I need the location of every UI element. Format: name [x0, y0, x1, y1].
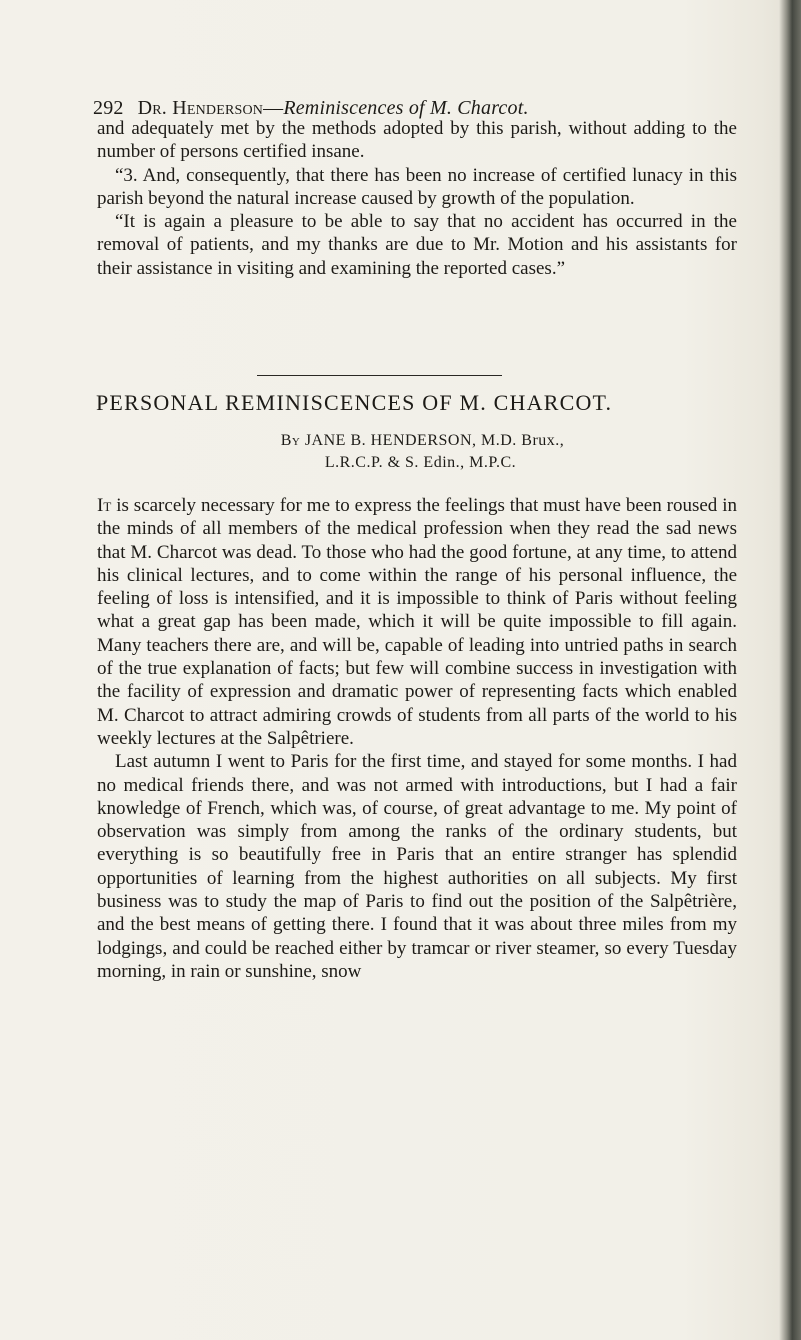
- page-number: 292: [93, 97, 124, 119]
- page-edge-shadow: [779, 0, 801, 1340]
- author-credentials: L.R.C.P. & S. Edin., M.P.C.: [324, 454, 517, 471]
- byline: [22, 432, 801, 450]
- paragraph: [97, 494, 737, 750]
- article-body: [97, 494, 737, 983]
- header-author: Dr. Henderson: [137, 97, 264, 119]
- article-title: PERSONAL REMINISCENCES OF M. CHARCOT.: [96, 390, 613, 415]
- continued-text: [97, 117, 737, 280]
- paragraph: “3. And, consequently, that there has been no increase of certified lunacy in this parish beyond the natural increase caused by growth of the population.: [97, 164, 737, 209]
- paragraph: Last autumn I went to Paris for the first time, and stayed for some months. I had no medical friends there, and was not armed with introductions, but I had a fair knowledge of French, which was, of course, of great advantage to me. My point of observation was simply from among the ranks of the ordinary students, but everything is so beautifully free in Paris that an entire stranger has splendid opportunities of learning from the highest authorities on all subjects. My first business was to study the map of Paris to find out the position of the Salpêtrière, and the best means of getting there. I found that it was about three miles from my lodgings, and could be reached either by tramcar or river steamer, so every Tuesday morning, in rain or sunshine, snow: [97, 751, 737, 982]
- paragraph: and adequately met by the methods adopted by this parish, without adding to the number of persons certified insane.: [97, 118, 737, 163]
- header-separator: —: [263, 97, 284, 119]
- first-word: It: [97, 495, 112, 516]
- author-name: JANE B. HENDERSON, M.D. Brux.,: [304, 432, 565, 449]
- header-running-title: Reminiscences of M. Charcot.: [283, 97, 529, 119]
- paragraph-text: is scarcely necessary for me to express the feelings that must have been roused in the minds of all members of the medical profession when they read the sad news that M. Charcot was dead. To those who had the good fortune, at any time, to attend his clinical lectures, and to come within the range of his personal influence, the feeling of loss is intensified, and it is impossible to think of Paris without feeling what a great gap has been made, which it will be quite impossible to fill again. Many teachers there are, and will be, capable of leading into untried paths in search of the true explanation of facts; but few will combine success in investigation with the facility of expression and dramatic power of representing facts which enabled M. Charcot to attract admiring crowds of students from all parts of the world to his weekly lectures at the Salpêtriere.: [97, 495, 737, 749]
- byline-prefix: By: [280, 432, 301, 449]
- paragraph: “It is again a pleasure to be able to say that no accident has occurred in the removal of patients, and my thanks are due to Mr. Motion and his assistants for their assistance in visiting and examining the reported cases.”: [97, 211, 737, 279]
- section-divider: [257, 375, 502, 376]
